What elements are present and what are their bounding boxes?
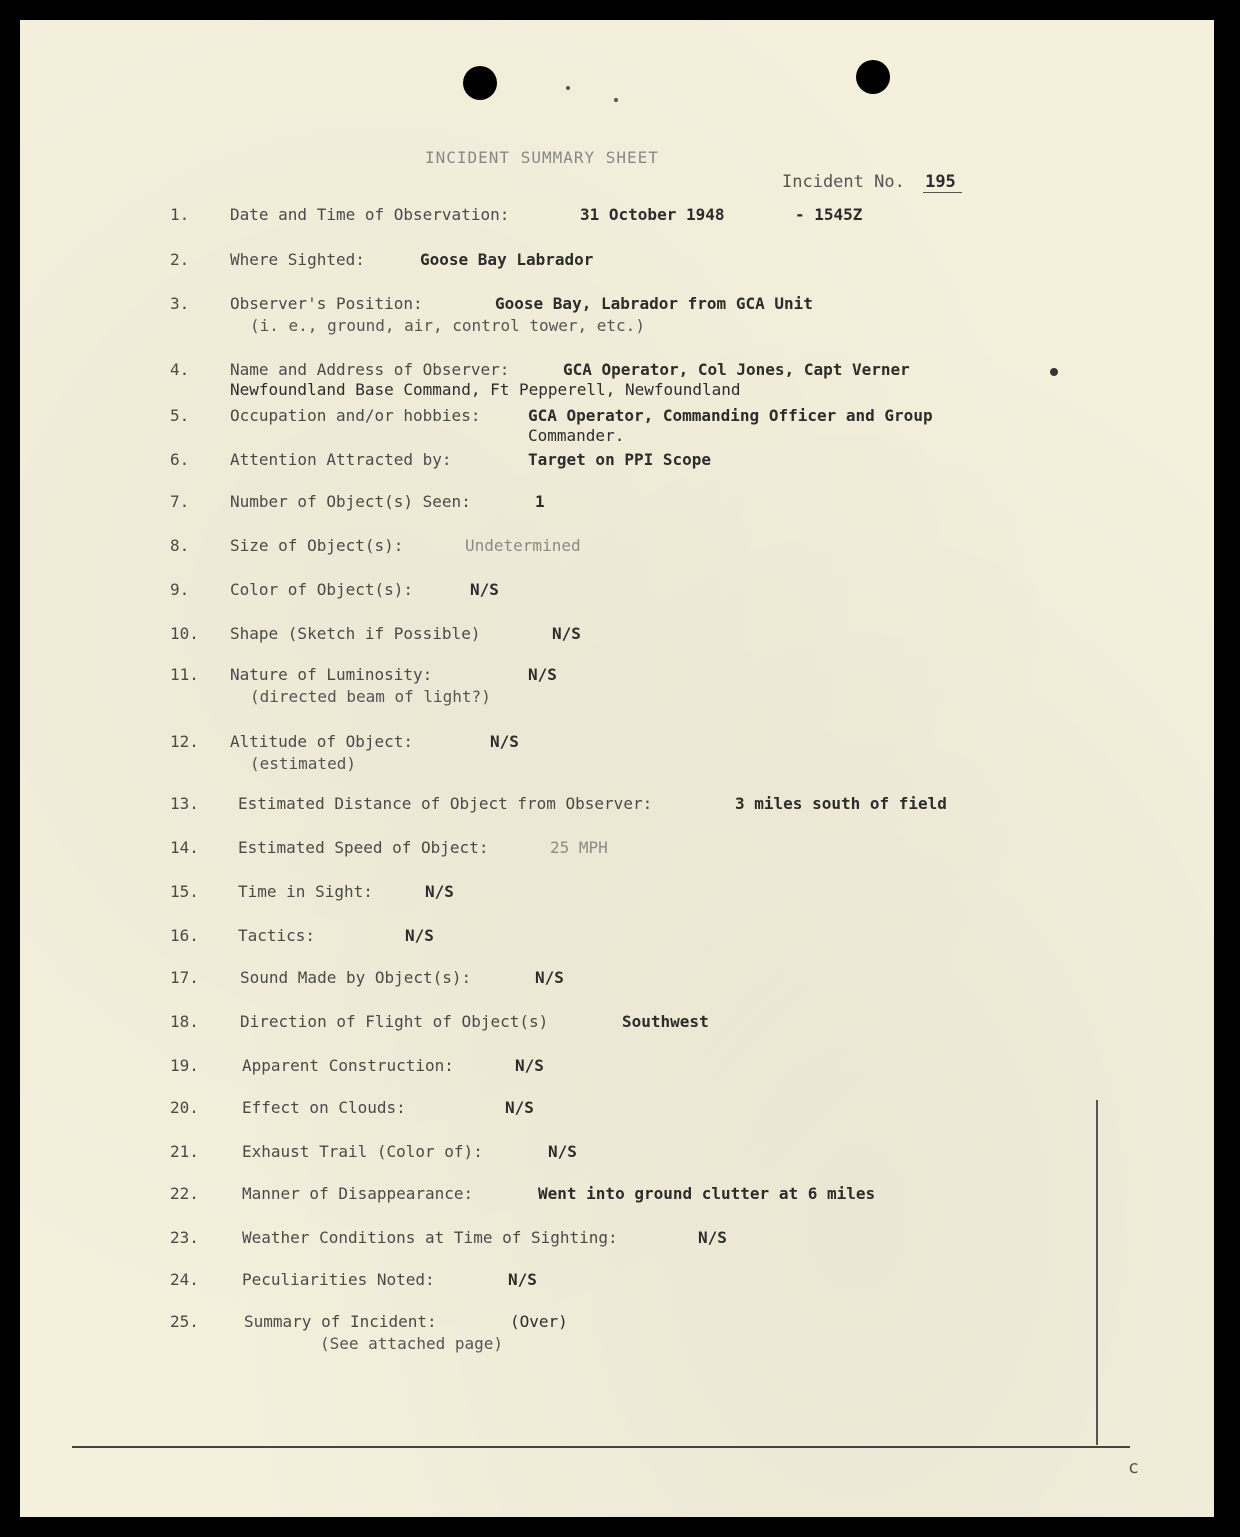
item-label: Date and Time of Observation: [230, 205, 510, 224]
item-value: Goose Bay, Labrador from GCA Unit [495, 294, 813, 313]
item-label: Weather Conditions at Time of Sighting: [242, 1228, 618, 1247]
item-value: 25 MPH [550, 838, 608, 857]
incident-label: Incident No. [782, 172, 905, 192]
item-value: N/S [535, 968, 564, 987]
item-number: 21. [170, 1142, 199, 1161]
bottom-rule [72, 1446, 1130, 1448]
item-value: 1 [535, 492, 545, 511]
item-number: 12. [170, 732, 199, 751]
item-label: Exhaust Trail (Color of): [242, 1142, 483, 1161]
item-label: Observer's Position: [230, 294, 423, 313]
item-hint: (i. e., ground, air, control tower, etc.) [250, 316, 645, 335]
speck [566, 86, 570, 90]
item-number: 10. [170, 624, 199, 643]
item-number: 16. [170, 926, 199, 945]
item-value: N/S [528, 665, 557, 684]
item-number: 17. [170, 968, 199, 987]
speck [614, 98, 618, 102]
item-value: GCA Operator, Col Jones, Capt Verner [563, 360, 910, 379]
item-number: 15. [170, 882, 199, 901]
margin-dot [1050, 368, 1058, 376]
item-time: - 1545Z [795, 205, 863, 224]
item-number: 13. [170, 794, 199, 813]
item-number: 3. [170, 294, 190, 313]
item-number: 14. [170, 838, 199, 857]
margin-rule-vertical [1096, 1100, 1098, 1445]
item-label: Effect on Clouds: [242, 1098, 406, 1117]
item-number: 8. [170, 536, 190, 555]
item-label: Time in Sight: [238, 882, 373, 901]
item-value: N/S [490, 732, 519, 751]
item-label: Nature of Luminosity: [230, 665, 433, 684]
page-title: INCIDENT SUMMARY SHEET [425, 148, 659, 167]
item-label: Number of Object(s) Seen: [230, 492, 471, 511]
item-number: 1. [170, 205, 190, 224]
item-label: Sound Made by Object(s): [240, 968, 472, 987]
incident-number [782, 172, 962, 193]
item-label: Name and Address of Observer: [230, 360, 510, 379]
item-number: 22. [170, 1184, 199, 1203]
punch-hole-right [856, 60, 890, 94]
item-value: GCA Operator, Commanding Officer and Group [528, 406, 933, 425]
item-value: N/S [470, 580, 499, 599]
item-value-line2: Newfoundland Base Command, Ft Pepperell, Newfoundland [230, 380, 741, 399]
item-value: 31 October 1948 [580, 205, 725, 224]
item-value: N/S [698, 1228, 727, 1247]
item-number: 9. [170, 580, 190, 599]
item-label: Color of Object(s): [230, 580, 414, 599]
item-label: Shape (Sketch if Possible) [230, 624, 481, 643]
item-number: 7. [170, 492, 190, 511]
item-number: 19. [170, 1056, 199, 1075]
item-number: 5. [170, 406, 190, 425]
item-number: 24. [170, 1270, 199, 1289]
incident-number-value: 195 [923, 172, 962, 193]
item-value: Goose Bay Labrador [420, 250, 594, 269]
item-label: Summary of Incident: [244, 1312, 437, 1331]
item-value: Southwest [622, 1012, 709, 1031]
item-number: 2. [170, 250, 190, 269]
item-label: Occupation and/or hobbies: [230, 406, 481, 425]
punch-hole-left [463, 66, 497, 100]
item-number: 25. [170, 1312, 199, 1331]
item-label: Tactics: [238, 926, 316, 945]
item-label: Manner of Disappearance: [242, 1184, 474, 1203]
item-number: 4. [170, 360, 190, 379]
item-label: Altitude of Object: [230, 732, 414, 751]
item-number: 18. [170, 1012, 199, 1031]
item-number: 11. [170, 665, 199, 684]
document-page [20, 20, 1214, 1517]
item-value: N/S [552, 624, 581, 643]
item-value: N/S [508, 1270, 537, 1289]
item-value: 3 miles south of field [735, 794, 947, 813]
item-hint: (See attached page) [320, 1334, 504, 1353]
item-label: Apparent Construction: [242, 1056, 454, 1075]
item-label: Peculiarities Noted: [242, 1270, 435, 1289]
item-value: Undetermined [465, 536, 581, 555]
item-number: 23. [170, 1228, 199, 1247]
item-hint: (directed beam of light?) [250, 687, 491, 706]
item-label: Direction of Flight of Object(s) [240, 1012, 549, 1031]
item-value: N/S [548, 1142, 577, 1161]
item-value-line2: Commander. [528, 426, 625, 445]
item-value: N/S [505, 1098, 534, 1117]
item-label: Estimated Distance of Object from Observer: [238, 794, 653, 813]
item-value: Went into ground clutter at 6 miles [538, 1184, 876, 1203]
item-number: 6. [170, 450, 190, 469]
item-hint: (estimated) [250, 754, 356, 773]
corner-mark: c [1128, 1457, 1139, 1478]
item-value: N/S [405, 926, 434, 945]
item-value: N/S [425, 882, 454, 901]
item-value: N/S [515, 1056, 544, 1075]
item-label: Where Sighted: [230, 250, 365, 269]
item-value: Target on PPI Scope [528, 450, 712, 469]
item-label: Size of Object(s): [230, 536, 404, 555]
item-number: 20. [170, 1098, 199, 1117]
item-label: Attention Attracted by: [230, 450, 452, 469]
item-value: (Over) [510, 1312, 568, 1331]
item-label: Estimated Speed of Object: [238, 838, 489, 857]
